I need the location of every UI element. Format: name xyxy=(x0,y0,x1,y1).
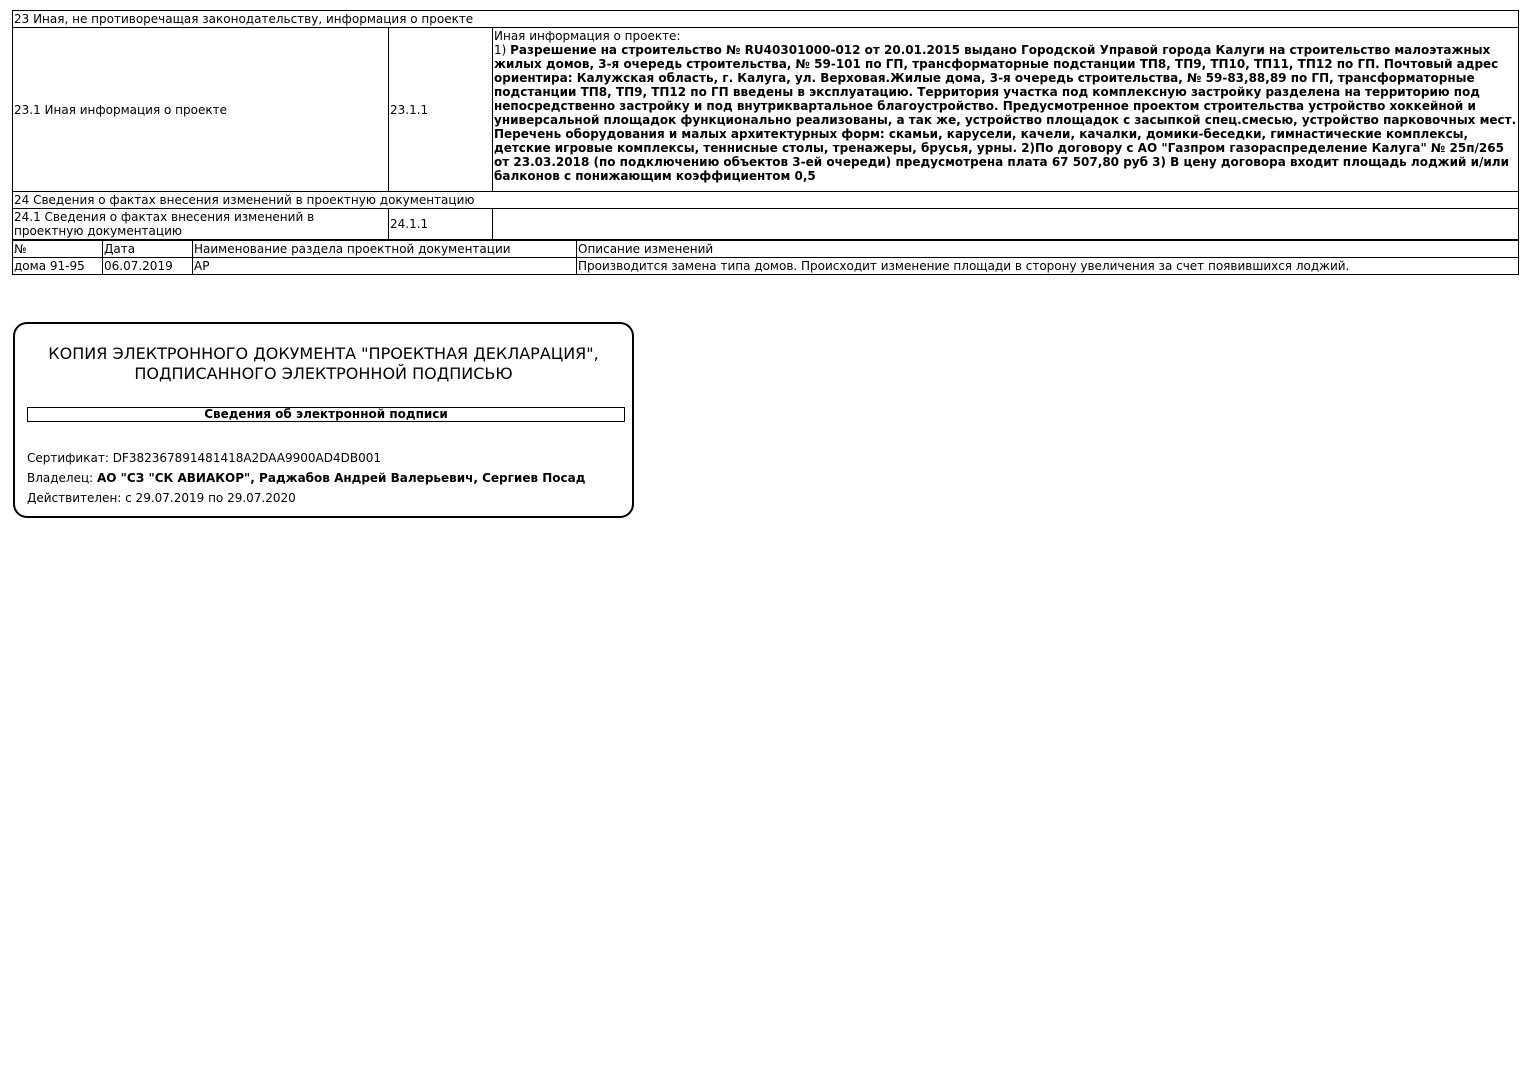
other-info-title: Иная информация о проекте: xyxy=(494,29,681,43)
validity-line: Действителен: с 29.07.2019 по 29.07.2020 xyxy=(27,491,296,505)
change-description-cell: Производится замена типа домов. Происходит изменение площади в сторону увеличения за счет появившихся лоджий. xyxy=(577,258,1519,275)
certificate-value: DF382367891481418A2DAA9900AD4DB001 xyxy=(112,451,381,465)
change-date-cell: 06.07.2019 xyxy=(103,258,193,275)
column-header-number: № xyxy=(13,241,103,258)
section-23-1-row xyxy=(13,28,1519,192)
declaration-document xyxy=(12,10,1518,275)
certificate-label: Сертификат: xyxy=(27,451,113,465)
column-header-date: Дата xyxy=(103,241,193,258)
other-info-text xyxy=(494,43,1516,183)
owner-label: Владелец: xyxy=(27,471,98,485)
owner-value: АО "СЗ "СК АВИАКОР", Раджабов Андрей Валерьевич, Сергиев Посад xyxy=(97,471,586,485)
change-section-cell: АР xyxy=(193,258,577,275)
table-row xyxy=(13,258,1519,275)
other-info-body: Разрешение на строительство № RU40301000-012 от 20.01.2015 выдано Городской Управой города Калуги на строительство малоэтажных жилых домов, 3-я очередь строительства, № 59-101 по ГП, трансформаторные подстанции ТП8, ТП9, ТП10, ТП11, ТП12 по ГП. Почтовый адрес ориентира: Калужская область, г. Калуга, ул. Верховая.Жилые дома, 3-я очередь строительства, № 59-83,88,89 по ГП, трансформаторные подстанции ТП8, ТП9, ТП12 по ГП введены в эксплуатацию. Территория участка под комплексную застройку разделена на территорию под непосредственно застройку и под внутриквартальное благоустройство. Предусмотренное проектом строительства устройство хоккейной и универсальной площадок функционально реализованы, а так же, устройство площадок с засыпкой спец.смесью, устройство парковочных мест. Перечень оборудования и малых архитектурных форм: скамьи, карусели, качели, качалки, домики-беседки, гимнастические комплексы, детские игровые комплексы, теннисные столы, тренажеры, брусья, урны. 2)По договору с АО "Газпром газораспределение Калуга" № 25п/265 от 23.03.2018 (по подключению объектов 3-ей очереди) предусмотрена плата 67 507,80 руб 3) В цену договора входит площадь лоджий и/или балконов с понижающим коэффициентом 0,5 xyxy=(494,43,1517,183)
section-24-1-code: 24.1.1 xyxy=(389,209,493,240)
stamp-title-line-2: ПОДПИСАННОГО ЭЛЕКТРОННОЙ ПОДПИСЬЮ xyxy=(134,364,513,383)
changes-table xyxy=(12,240,1519,275)
declaration-table xyxy=(12,10,1519,240)
electronic-signature-stamp xyxy=(13,322,634,518)
section-23-1-label: 23.1 Иная информация о проекте xyxy=(13,28,389,192)
section-24-header: 24 Сведения о фактах внесения изменений в проектную документацию xyxy=(13,192,1519,209)
changes-header-row xyxy=(13,241,1519,258)
signature-info-header: Сведения об электронной подписи xyxy=(27,407,625,422)
stamp-title xyxy=(15,344,632,384)
section-24-1-row xyxy=(13,209,1519,240)
section-23-1-value xyxy=(493,28,1519,192)
certificate-line xyxy=(27,451,381,465)
section-24-1-value xyxy=(493,209,1519,240)
change-number-cell: дома 91-95 xyxy=(13,258,103,275)
section-23-header: 23 Иная, не противоречащая законодательству, информация о проекте xyxy=(13,11,1519,28)
section-23-header-row xyxy=(13,11,1519,28)
stamp-title-line-1: КОПИЯ ЭЛЕКТРОННОГО ДОКУМЕНТА "ПРОЕКТНАЯ ДЕКЛАРАЦИЯ", xyxy=(48,344,599,363)
column-header-section-name: Наименование раздела проектной документации xyxy=(193,241,577,258)
section-23-1-code: 23.1.1 xyxy=(389,28,493,192)
section-24-header-row xyxy=(13,192,1519,209)
section-24-1-label: 24.1 Сведения о фактах внесения изменений в проектную документацию xyxy=(13,209,389,240)
other-info-prefix: 1) xyxy=(494,43,511,57)
owner-line xyxy=(27,471,585,485)
column-header-description: Описание изменений xyxy=(577,241,1519,258)
